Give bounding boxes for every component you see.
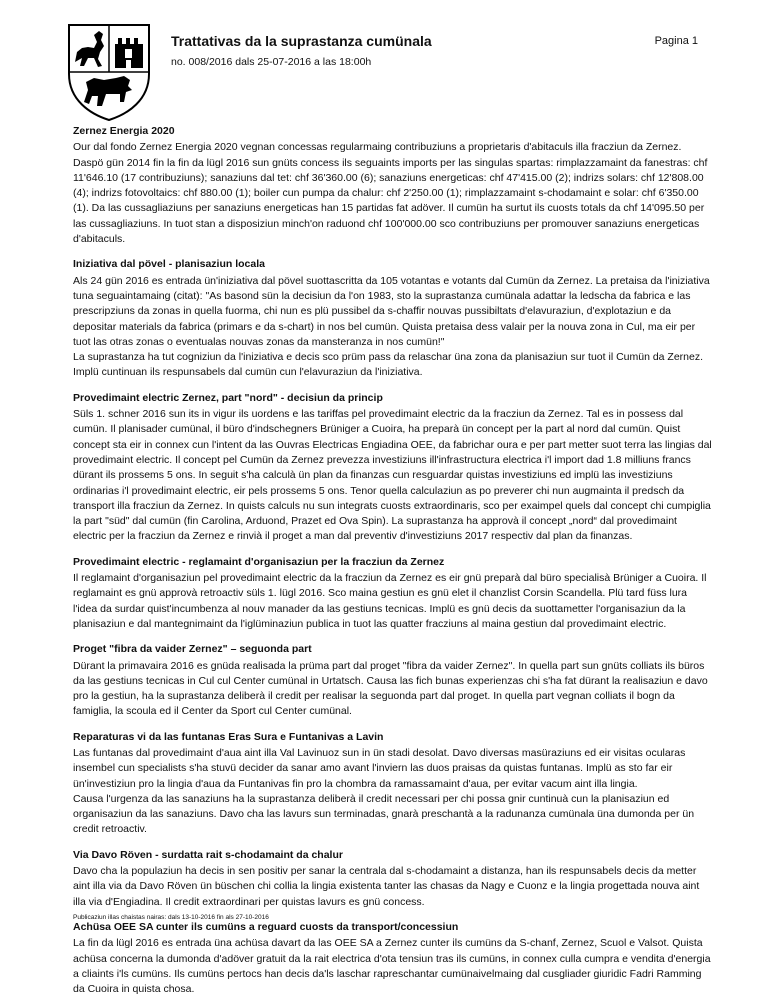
document-subtitle: no. 008/2016 dals 25-07-2016 a las 18:00h (171, 56, 372, 68)
section-zernez-energia (73, 124, 713, 247)
document-body (73, 124, 713, 1007)
section-text: Davo cha la populaziun ha decis in sen positiv per sanar la centrala dal s-chodamaint a distanza, han ils respunsabels decis da metter aint illa via da Davo Röven ün büschen chi collia la lingia existenta tanter las chasas da Nagy e Cuonz e la lingia progettada nouva aint illa via d'Engiadina. Il credit extraordinari per quistas lavurs es gnü concess. (73, 865, 700, 908)
section-via-davo-roven (73, 848, 713, 910)
section-text: La fin da lügl 2016 es entrada üna achüsa davart da las OEE SA a Zernez cunter ils cumüns da S-chanf, Zernez, Scuol e Valsot. Quista achüsa concerna la dumonda d'adöver gratuit da la rait electrica d'ota tensiun tras ils cumüns, in connex culla cumpra e vendita d'energia a cliaints i'ls cumüns. Ils cumüns pertocs han decis da'ls laschar rapreschantar cumünaivelmaing dal cusgliader giuridic Fadri Ramming da Cuoira in quista chosa. (73, 937, 711, 996)
section-heading: Iniziativa dal pövel - planisaziun locala (73, 258, 265, 271)
section-text: Our dal fondo Zernez Energia 2020 vegnan concessas regularmaing contribuziuns a proprietaris d'abitaculs illa fracziun da Zernez. Daspö gün 2014 fin la fin da lügl 2016 sun gnüts concess ils seguaints imports per las singulas spartas: rimplazzamaint da fanestras: chf 11'646.10 (17 contribuziuns); sanaziuns dal tet: chf 36'360.00 (6); sanaziuns energeticas: chf 47'415.00 (2); indrizs solars: chf 12'808.00 (4); indrizs fotovoltaics: chf 880.00 (1); boiler cun pumpa da chalur: chf 2'250.00 (1); rimplazzamaint s-chodamaint e solar: chf 6'350.00 (1). Da las cussagliaziuns per sanaziuns energeticas han 15 partidas fat adöver. Il cumün ha surtut ils cuosts totals da chf 14'095.50 per las cussagliaziuns. In tuot stan a disposiziun minch'on raduond chf 100'000.00 sco contribuziuns per promouver sanaziuns energeticas d'abitaculs. (73, 141, 708, 246)
section-heading: Via Davo Röven - surdatta rait s-chodamaint da chalur (73, 848, 343, 861)
section-heading: Achüsa OEE SA cunter ils cumüns a reguard cuosts da transport/concessiun (73, 920, 459, 933)
page-number: Pagina 1 (654, 35, 698, 47)
section-text: Il reglamaint d'organisaziun pel provedimaint electric da la fracziun da Zernez es eir gnü preparà dal büro specialisà Brüniger a Cuoira. Il reglamaint es gnü approvà retroactiv süls 1. lügl 2016. Sco maina gestiun es gnü elet il chanzlist Corsin Scandella. Plü tard füss lura l'idea da surdar quist'incumbenza al nouv manader da las gestiuns tecnicas. Implü es gnü decis da suottametter l'organisaziun da la planisaziun e dal mantegnimaint da l'iglüminaziun publica in tuot las quatter fracziuns al maina gestiun dal provedimaint electric. (73, 572, 707, 630)
section-funtanas (73, 730, 713, 838)
document-title: Trattativas da la suprastanza cumünala (171, 33, 432, 49)
publication-footer: Publicaziun illas chaistas nairas: dals 13-10-2016 fin als 27-10-2016 (73, 914, 269, 921)
section-heading: Proget "fibra da vaider Zernez" – seguonda part (73, 643, 312, 656)
section-provedimaint-nord (73, 391, 713, 545)
section-reglamaint (73, 555, 713, 632)
section-heading: Provedimaint electric - reglamaint d'organisaziun per la fracziun da Zernez (73, 555, 445, 568)
section-heading: Zernez Energia 2020 (73, 125, 175, 137)
section-heading: Provedimaint electric Zernez, part "nord" - decisiun da princip (73, 391, 383, 404)
section-fibra (73, 642, 713, 719)
section-achusa (73, 920, 713, 997)
section-iniziativa (73, 257, 713, 380)
section-text: Dürant la primavaira 2016 es gnüda realisada la prüma part dal proget "fibra da vaider Zernez". In quella part sun gnüts colliats ils büros da las gestiuns tecnicas in Cul cul Center cumünal in Urtatsch. Causa las fich bunas experienzas chi s'ha fat dürant la realisaziun e davo pro la gestiun, ha la suprastanza deliberà il credit per realisar la seguonda part dal proget. In quella part vegnan colliats il bogn da famiglia, la scoula ed il Center da Sport cul Center cumünal. (73, 659, 708, 718)
section-text: Süls 1. schner 2016 sun its in vigur ils uordens e las tariffas pel provedimaint electric da la fracziun da Zernez. Tal es in possess dal cumün. Il planisader cumünal, il büro d'indschegners Brüniger a Cuoira, ha preparà ün concept per la part al nord dal cumün. Quist concept sta eir in connex cun l'intent da las Ouvras Electricas Engiadina OEE, da fabrichar oura e per part metter suot terra las lingias dal provedimaint electric. Il concept pel Cumün da Zernez prevezza investiziuns ill'infrastructura electrica i'l import dad 1.8 milliuns francs dürant ils prossems 5 ons. In seguit s'ha calculà ün plan da finanzas cun resguardar quistas investiziuns ed implü las investiziuns ordinarias i'l provedimaint electric, eir pels prossems 5 ons. Tenor quella calculaziun as po preverer chi nun augmainta il predsch da transport illa fracziun da Zernez. In quists calculs nu sun integrats cuosts extraordinaris, sco per exaimpel quels dal concept chi cumpiglia la part "süd" dal cumün (fin Carolina, Arduond, Prazet ed Ova Spin). La suprastanza ha approvà il concept „nord“ dal provedimaint electric per la fracziun da Zernez e rinvià il proget a man dal preventiv d'investiziuns 2017 respectiv dal plan da finanzas. (73, 408, 712, 543)
section-heading: Reparaturas vi da las funtanas Eras Sura e Funtanivas a Lavin (73, 730, 384, 743)
section-text: Als 24 gün 2016 es entrada ün'iniziativa dal pövel suottascritta da 105 votantas e votants dal Cumün da Zernez. La pretaisa da l'iniziativa tuna seguaintamaing (citat): "As basond sün la decisiun da l'on 1983, sto la suprastanza cumünala adattar la ledscha da fabrica e las prescripziuns da zonas in quella fuorma, chi nun es plü pussibel da s-chaffir nouvas pussibiltats d'elavuraziun, d'explotaziun e da depositar materials da fabrica (primars e da s-chart) in nos bel cumün. Quista pretaisa dess valair per la nouva zona in Cul, ma eir per tuot las otras zonas o eventualas nouvas zonas da mansteranza in nos cumün!" La suprastanza ha tut cogniziun da l'iniziativa e decis sco prüm pass da relaschar üna zona da planisaziun sur tuot il Cumün da Zernez. Implü cuntinuan ils respunsabels dal cumün cun l'elavuraziun da l'iniziativa. (73, 274, 710, 379)
section-text: Las funtanas dal provedimaint d'aua aint illa Val Lavinuoz sun in ün stadi desolat. Davo diversas masüraziuns ed eir visitas ocularas insembel cun specialists s'ha stuvü decider da sanar amo avant l'inviern las duos praisas da quistas funtanas. Implü as sto far eir ün'investiziun pro la lingia d'aua da Funtanivas fin pro la chombra da ramassamaint d'aua, per evitar vacum aint illa lingia. Causa l'urgenza da las sanaziuns ha la suprastanza deliberà il credit necessari per chi possa gnir cuntinuà cun la planisaziun ed organisaziun da las sanaziuns. Davo cha las lavurs sun terminadas, gnarà preschantà a la radunanza cumünala üna dumonda per ün credit retroactiv. (73, 746, 695, 836)
coat-of-arms-icon (66, 22, 152, 122)
